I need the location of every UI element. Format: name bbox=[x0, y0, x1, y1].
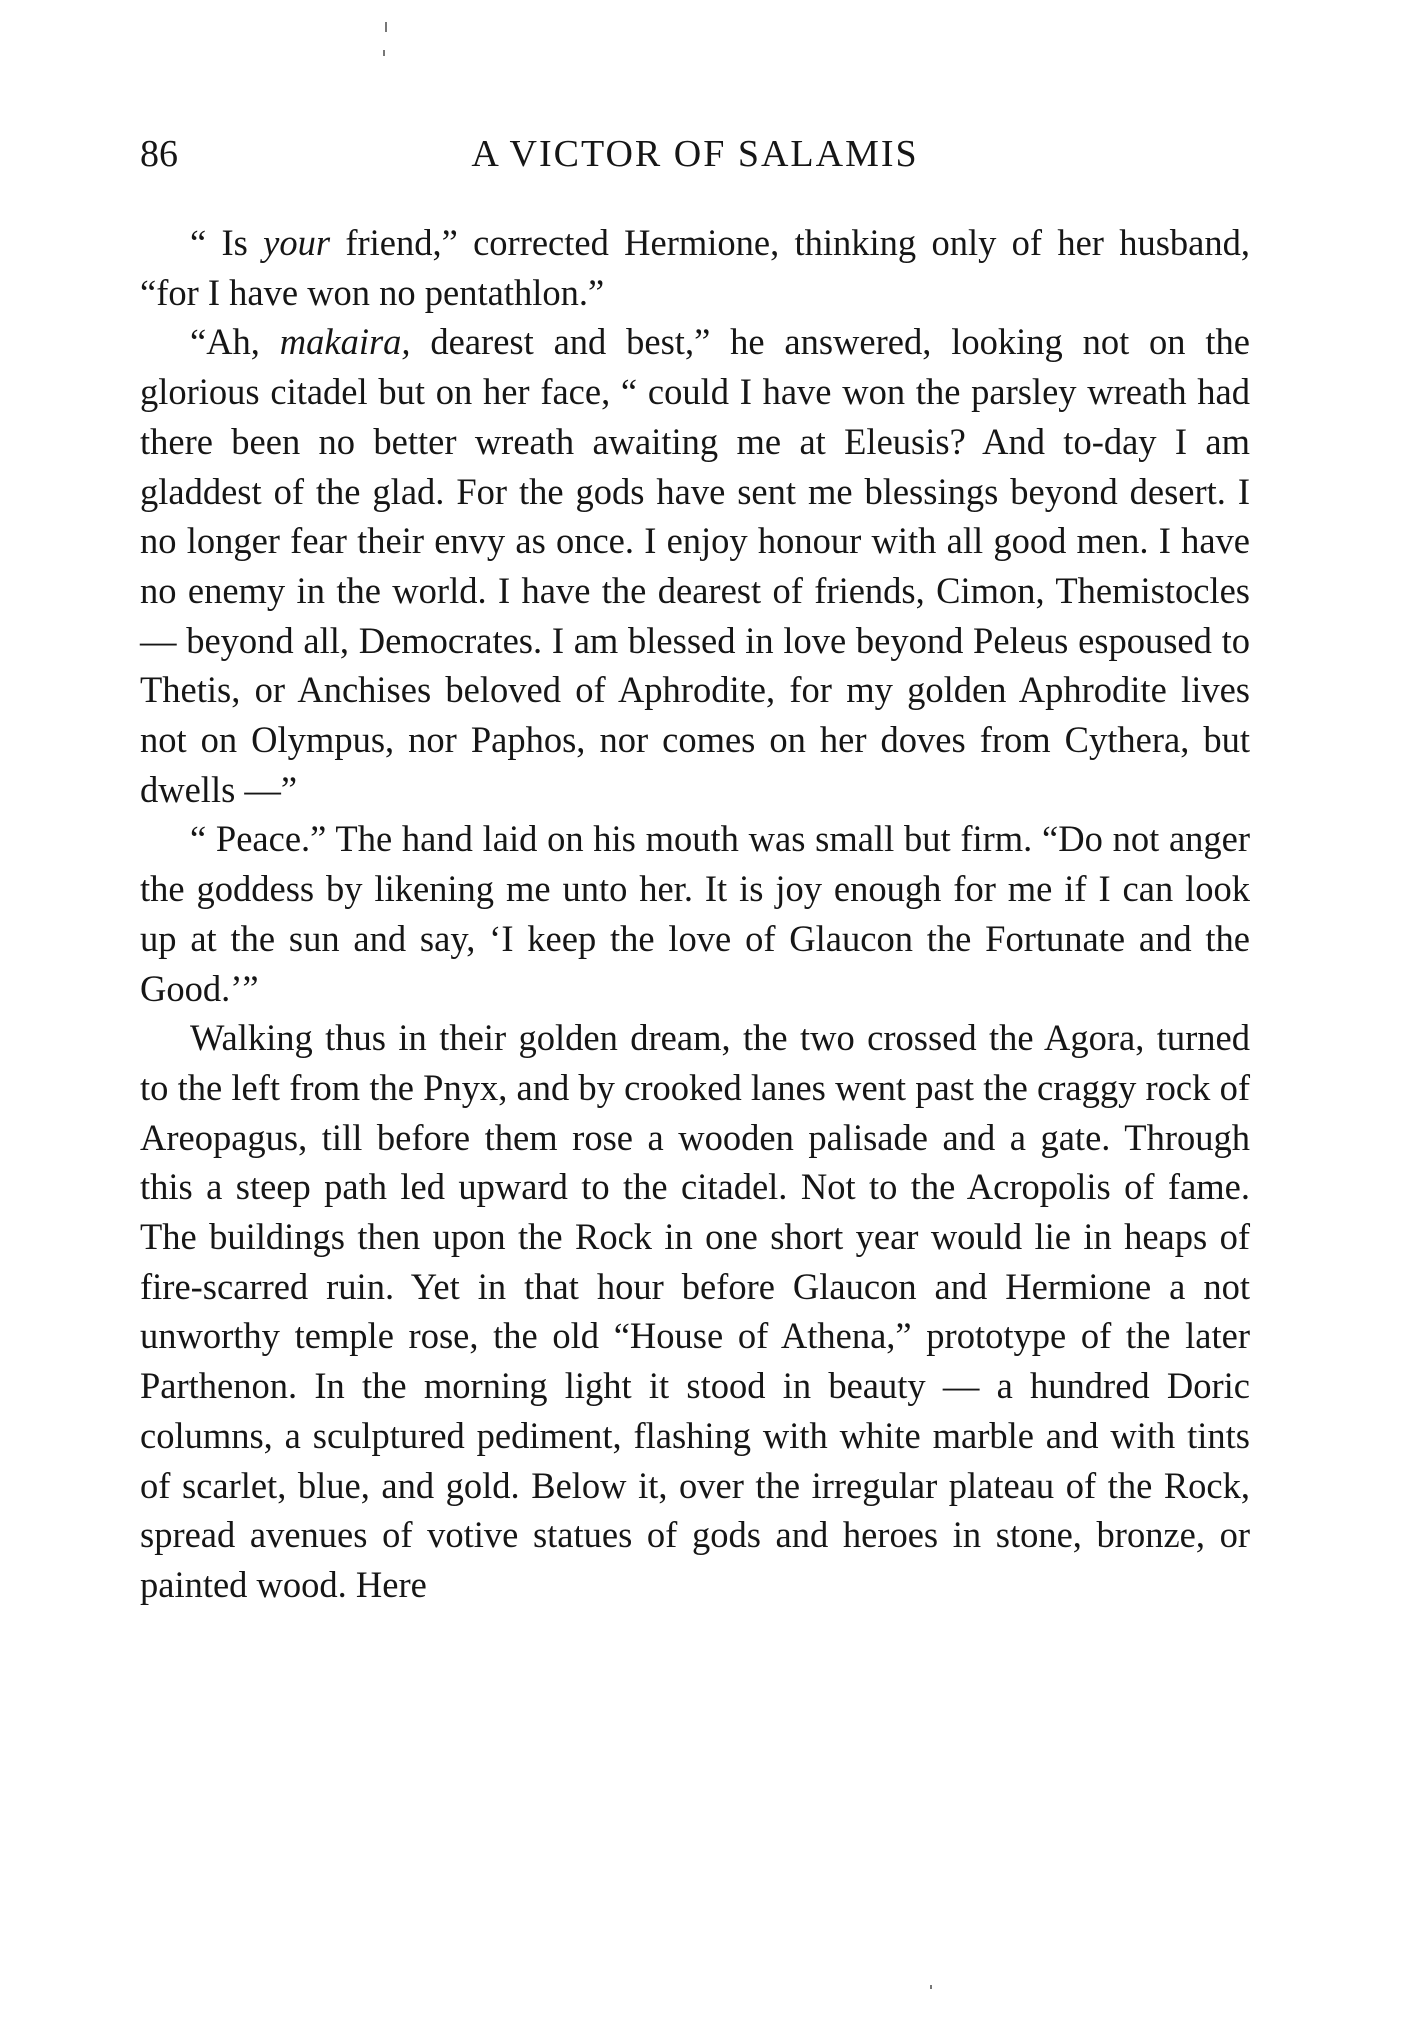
text-run: “ Is bbox=[190, 222, 264, 263]
paragraph-2 bbox=[140, 317, 1250, 814]
page-number: 86 bbox=[140, 133, 178, 175]
text-run: “ Peace.” The hand laid on his mouth was small but firm. “Do not anger the goddess by likening me unto her. It is joy enough for me if I can look up at the sun and say, ‘I keep the love of Glaucon the Fortunate and the Good.’” bbox=[140, 818, 1250, 1009]
paragraph-3 bbox=[140, 814, 1250, 1013]
paragraph-4 bbox=[140, 1013, 1250, 1609]
scan-speck bbox=[383, 50, 385, 56]
paragraph-1 bbox=[140, 218, 1250, 317]
page-header bbox=[140, 124, 1250, 184]
scan-speck bbox=[930, 1985, 932, 1989]
scan-speck bbox=[385, 22, 387, 32]
text-run: “Ah, bbox=[190, 321, 280, 363]
text-run: dearest and best,” he answered, looking not on the glorious citadel but on her face, “ could I have won the parsley wreath had there been no better wreath awaiting me at Eleusis? And to-day I am gladdest of the glad. For the gods have sent me blessings beyond desert. I no longer fear their envy as once. I enjoy honour with all good men. I have no enemy in the world. I have the dearest of friends, Cimon, Themistocles — beyond all, Democrates. I am blessed in love beyond Peleus espoused to Thetis, or Anchises beloved of Aphrodite, for my golden Aphrodite lives not on Olympus, nor Paphos, nor comes on her doves from Cythera, but dwells —” bbox=[140, 321, 1250, 810]
text-run: friend,” corrected Hermione, thinking only of her husband, “for I have won no pentathlon.” bbox=[140, 222, 1251, 313]
emphasis-text: your bbox=[263, 222, 331, 263]
emphasis-text: makaira, bbox=[279, 321, 411, 363]
text-run: Walking thus in their golden dream, the two crossed the Agora, turned to the left from the Pnyx, and by crooked lanes went past the craggy rock of Areopagus, till before them rose a wooden palisade and a gate. Through this a steep path led upward to the citadel. Not to the Acropolis of fame. The buildings then upon the Rock in one short year would lie in heaps of fire-scarred ruin. Yet in that hour before Glaucon and Hermione a not unworthy temple rose, the old “House of Athena,” prototype of the later Parthenon. In the morning light it stood in beauty — a hundred Doric columns, a sculptured pediment, flashing with white marble and with tints of scarlet, blue, and gold. Below it, over the irregular plateau of the Rock, spread avenues of votive statues of gods and heroes in stone, bronze, or painted wood. Here bbox=[140, 1017, 1250, 1605]
body-text bbox=[140, 218, 1250, 1610]
running-title: A VICTOR OF SALAMIS bbox=[471, 133, 919, 175]
